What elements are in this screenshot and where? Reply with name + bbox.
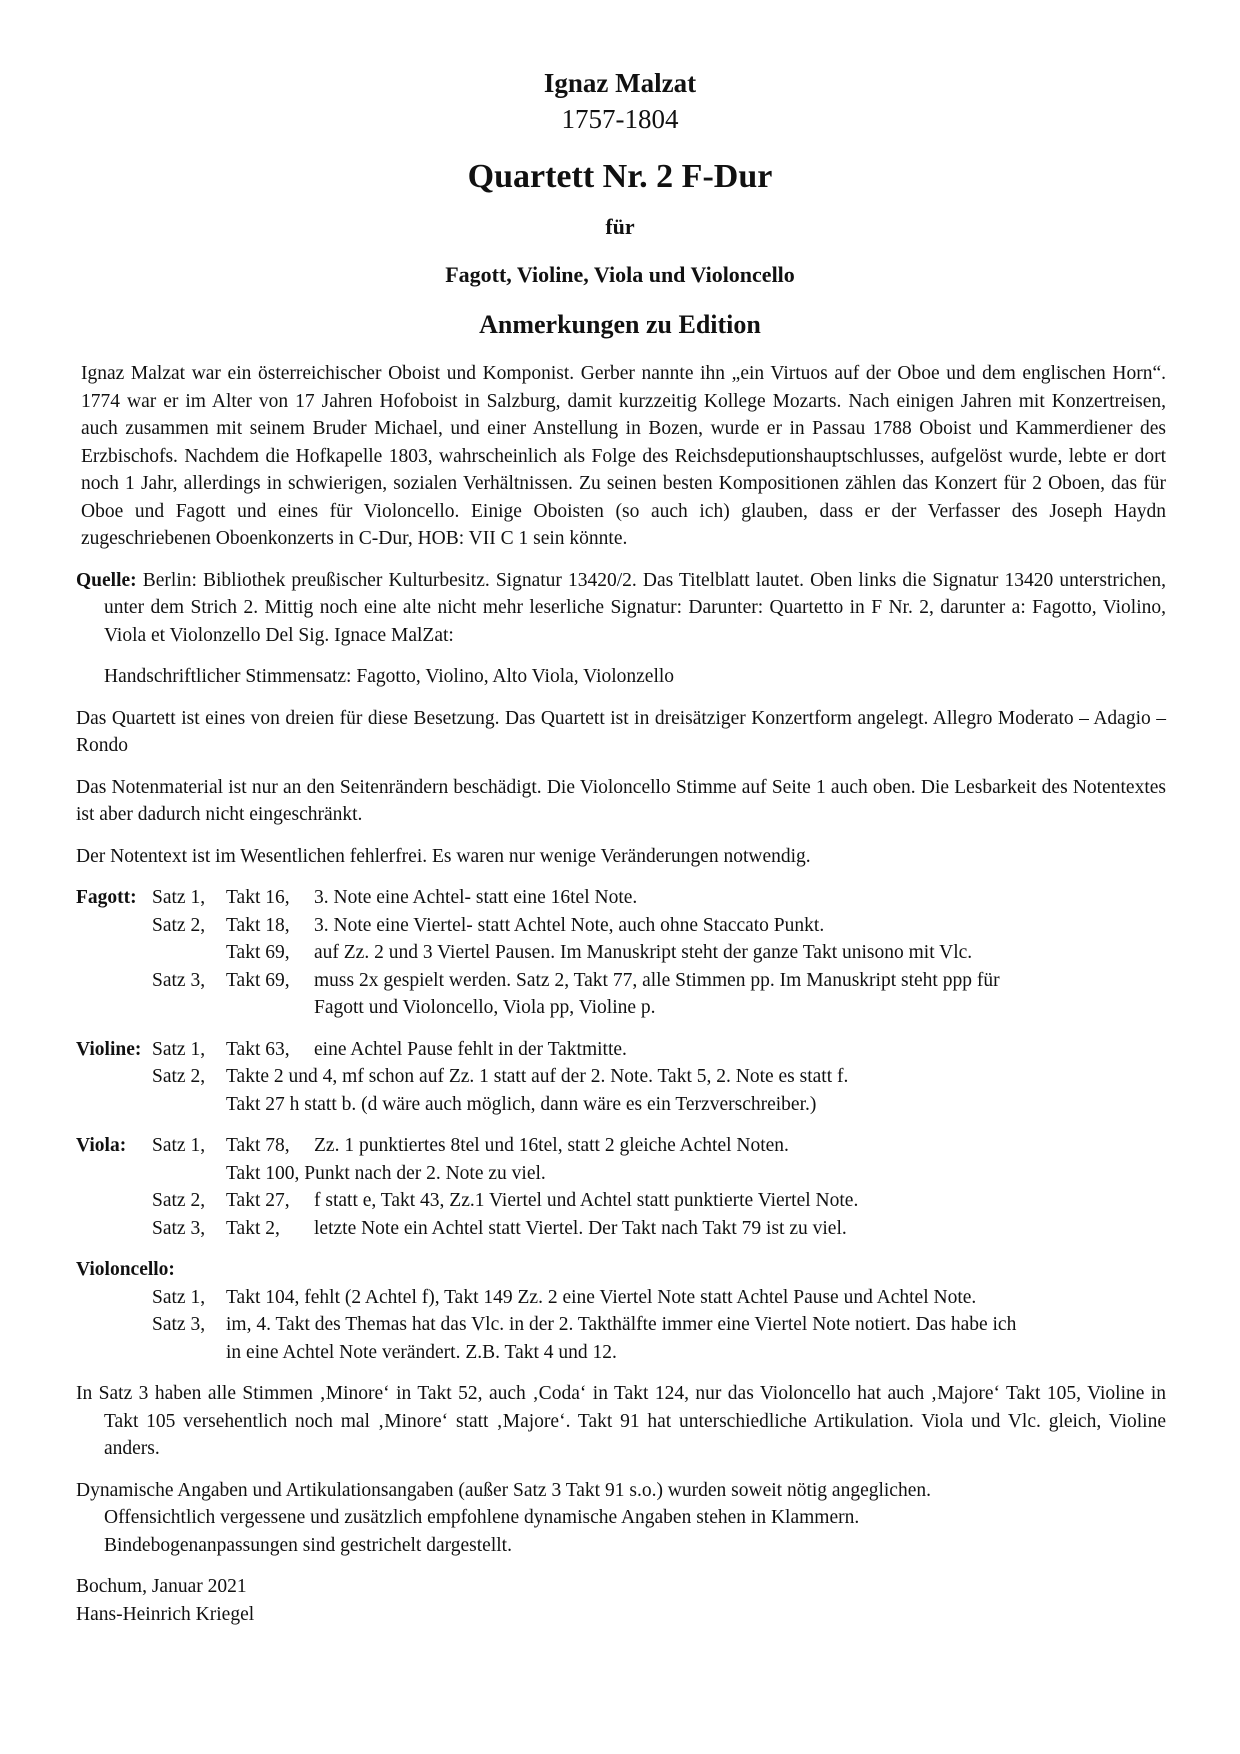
bar-ref: Takt 27,	[226, 1190, 290, 1211]
bassoon-label: Fagott:	[76, 887, 137, 908]
correction-text: Takt 27 h statt b. (d wäre auch möglich, dann wäre es ein Terzverschreiber.)	[226, 1093, 817, 1115]
movement-ref: Satz 2,	[152, 1066, 206, 1087]
composer-dates: 1757-1804	[561, 104, 679, 134]
bar-ref: Takt 2,	[226, 1217, 280, 1239]
dynamics-line-1: Dynamische Angaben und Artikulationsangaben (außer Satz 3 Takt 91 s.o.) wurden soweit nötig angeglichen.	[76, 1479, 931, 1501]
cello-label: Violoncello:	[76, 1259, 175, 1280]
correction-text: Zz. 1 punktiertes 8tel und 16tel, statt 2 gleiche Achtel Noten.	[314, 1135, 789, 1156]
instrumentation: Fagott, Violine, Viola und Violoncello	[445, 262, 795, 287]
error-free-paragraph: Der Notentext ist im Wesentlichen fehlerfrei. Es waren nur wenige Veränderungen notwendig.	[76, 845, 811, 867]
intro-paragraph: Ignaz Malzat war ein österreichischer Oboist und Komponist. Gerber nannte ihn „ein Virtuos auf der Oboe und dem englischen Horn“. 1774 war er im Alter von 17 Jahren Hofoboist in Salzburg, damit kurzzeitig Kollege Mozarts. Nach einigen Jahren mit Konzertreisen, auch zusammen mit seinem Bruder Michael, und einer Anstellung in Bozen, wurde er in Passau 1788 Oboist und Kammerdiener des Erzbischofs. Nachdem die Hofkapelle 1803, wahrscheinlich als Folge des Reichsdeputionshauptschlusses, aufgelöst wurde, lebte er dort noch 1 Jahr, allerdings in schwierigen, sozialen Verhältnissen. Zu seinen besten Kompositionen zählen das Konzert für 2 Oboen, das für Oboe und Fagott und eines für Violoncello. Einige Oboisten (so auch ich) glauben, dass er der Verfasser des Joseph Haydn zugeschriebenen Oboenkonzerts in C-Dur, HOB: VII C 1 sein könnte.	[81, 363, 1166, 549]
violin-corrections	[76, 1036, 1166, 1119]
source-paragraph	[76, 567, 1166, 650]
correction-text: Takte 2 und 4, mf schon auf Zz. 1 statt auf der 2. Note. Takt 5, 2. Note es statt f.	[226, 1066, 849, 1087]
movement-ref: Satz 2,	[152, 1190, 206, 1211]
correction-text: letzte Note ein Achtel statt Viertel. Der Takt nach Takt 79 ist zu viel.	[314, 1217, 847, 1239]
correction-text: im, 4. Takt des Themas hat das Vlc. in der 2. Takthälfte immer eine Viertel Note notiert. Das habe ich	[226, 1314, 1017, 1335]
handwritten-parts: Handschriftlicher Stimmensatz: Fagotto, Violino, Alto Viola, Violonzello	[104, 666, 675, 687]
cello-corrections	[76, 1284, 1166, 1367]
bassoon-corrections	[76, 884, 1166, 1022]
viola-corrections	[76, 1132, 1166, 1242]
correction-text: eine Achtel Pause fehlt in der Taktmitte.	[314, 1038, 627, 1060]
document-body	[76, 360, 1166, 1628]
composer-name: Ignaz Malzat	[543, 68, 697, 98]
bar-ref: Takt 69,	[226, 942, 290, 963]
movement3-paragraph: In Satz 3 haben alle Stimmen ‚Minore‘ in Takt 52, auch ‚Coda‘ in Takt 124, nur das Violoncello hat auch ‚Majore‘ Takt 105, Violine in Takt 105 versehentlich noch mal ‚Minore‘ statt ‚Majore‘. Takt 91 hat unterschiedliche Artikulation. Viola und Vlc. gleich, Violine anders.	[76, 1383, 1166, 1459]
place-date: Bochum, Januar 2021	[76, 1576, 247, 1597]
correction-text: muss 2x gespielt werden. Satz 2, Takt 77, alle Stimmen pp. Im Manuskript steht ppp für	[314, 969, 1000, 991]
violin-label: Violine:	[76, 1038, 142, 1060]
material-paragraph: Das Notenmaterial ist nur an den Seitenrändern beschädigt. Die Violoncello Stimme auf Seite 1 auch oben. Die Lesbarkeit des Notentextes ist aber dadurch nicht eingeschränkt.	[76, 776, 1166, 825]
bar-ref: Takt 16,	[226, 887, 290, 908]
scoring-paragraph: Das Quartett ist eines von dreien für diese Besetzung. Das Quartett ist in dreisätziger Konzertform angelegt. Allegro Moderato – Adagio – Rondo	[76, 707, 1166, 756]
source-label: Quelle:	[76, 569, 137, 591]
bar-ref: Takt 78,	[226, 1135, 290, 1156]
section-heading: Anmerkungen zu Edition	[479, 310, 761, 339]
correction-text: in eine Achtel Note verändert. Z.B. Takt 4 und 12.	[226, 1341, 617, 1363]
correction-text: Takt 100, Punkt nach der 2. Note zu viel.	[226, 1162, 546, 1184]
movement-ref: Satz 3,	[152, 1314, 206, 1335]
movement-ref: Satz 3,	[152, 969, 206, 991]
dynamics-line-2: Offensichtlich vergessene und zusätzlich empfohlene dynamische Angaben stehen in Klammern.	[104, 1507, 860, 1528]
movement-ref: Satz 1,	[152, 887, 206, 908]
movement-ref: Satz 2,	[152, 914, 206, 936]
correction-text: 3. Note eine Achtel- statt eine 16tel Note.	[314, 887, 638, 908]
viola-label: Viola:	[76, 1135, 127, 1156]
correction-text: f statt e, Takt 43, Zz.1 Viertel und Achtel statt punktierte Viertel Note.	[314, 1190, 859, 1211]
correction-text: Takt 104, fehlt (2 Achtel f), Takt 149 Zz. 2 eine Viertel Note statt Achtel Pause und Achtel Note.	[226, 1286, 977, 1308]
bar-ref: Takt 18,	[226, 914, 290, 936]
work-title: Quartett Nr. 2 F-Dur	[467, 158, 773, 195]
for-label: für	[605, 214, 635, 239]
dynamics-line-3: Bindebogenanpassungen sind gestrichelt dargestellt.	[104, 1534, 512, 1556]
movement-ref: Satz 1,	[152, 1135, 206, 1156]
correction-text: Fagott und Violoncello, Viola pp, Violine p.	[314, 997, 656, 1018]
author-name: Hans-Heinrich Kriegel	[76, 1603, 255, 1625]
correction-text: auf Zz. 2 und 3 Viertel Pausen. Im Manuskript steht der ganze Takt unisono mit Vlc.	[314, 942, 973, 963]
movement-ref: Satz 1,	[152, 1038, 206, 1060]
movement-ref: Satz 3,	[152, 1217, 206, 1239]
bar-ref: Takt 63,	[226, 1038, 290, 1060]
correction-text: 3. Note eine Viertel- statt Achtel Note, auch ohne Staccato Punkt.	[314, 914, 825, 936]
movement-ref: Satz 1,	[152, 1286, 206, 1308]
source-text: Berlin: Bibliothek preußischer Kulturbesitz. Signatur 13420/2. Das Titelblatt lautet. Oben links die Signatur 13420 unterstrichen, unter dem Strich 2. Mittig noch eine alte nicht mehr leserliche Signatur: Darunter: Quartetto in F Nr. 2, darunter a: Fagotto, Violino, Viola et Violonzello Del Sig. Ignace MalZat:	[104, 569, 1166, 646]
bar-ref: Takt 69,	[226, 969, 290, 991]
